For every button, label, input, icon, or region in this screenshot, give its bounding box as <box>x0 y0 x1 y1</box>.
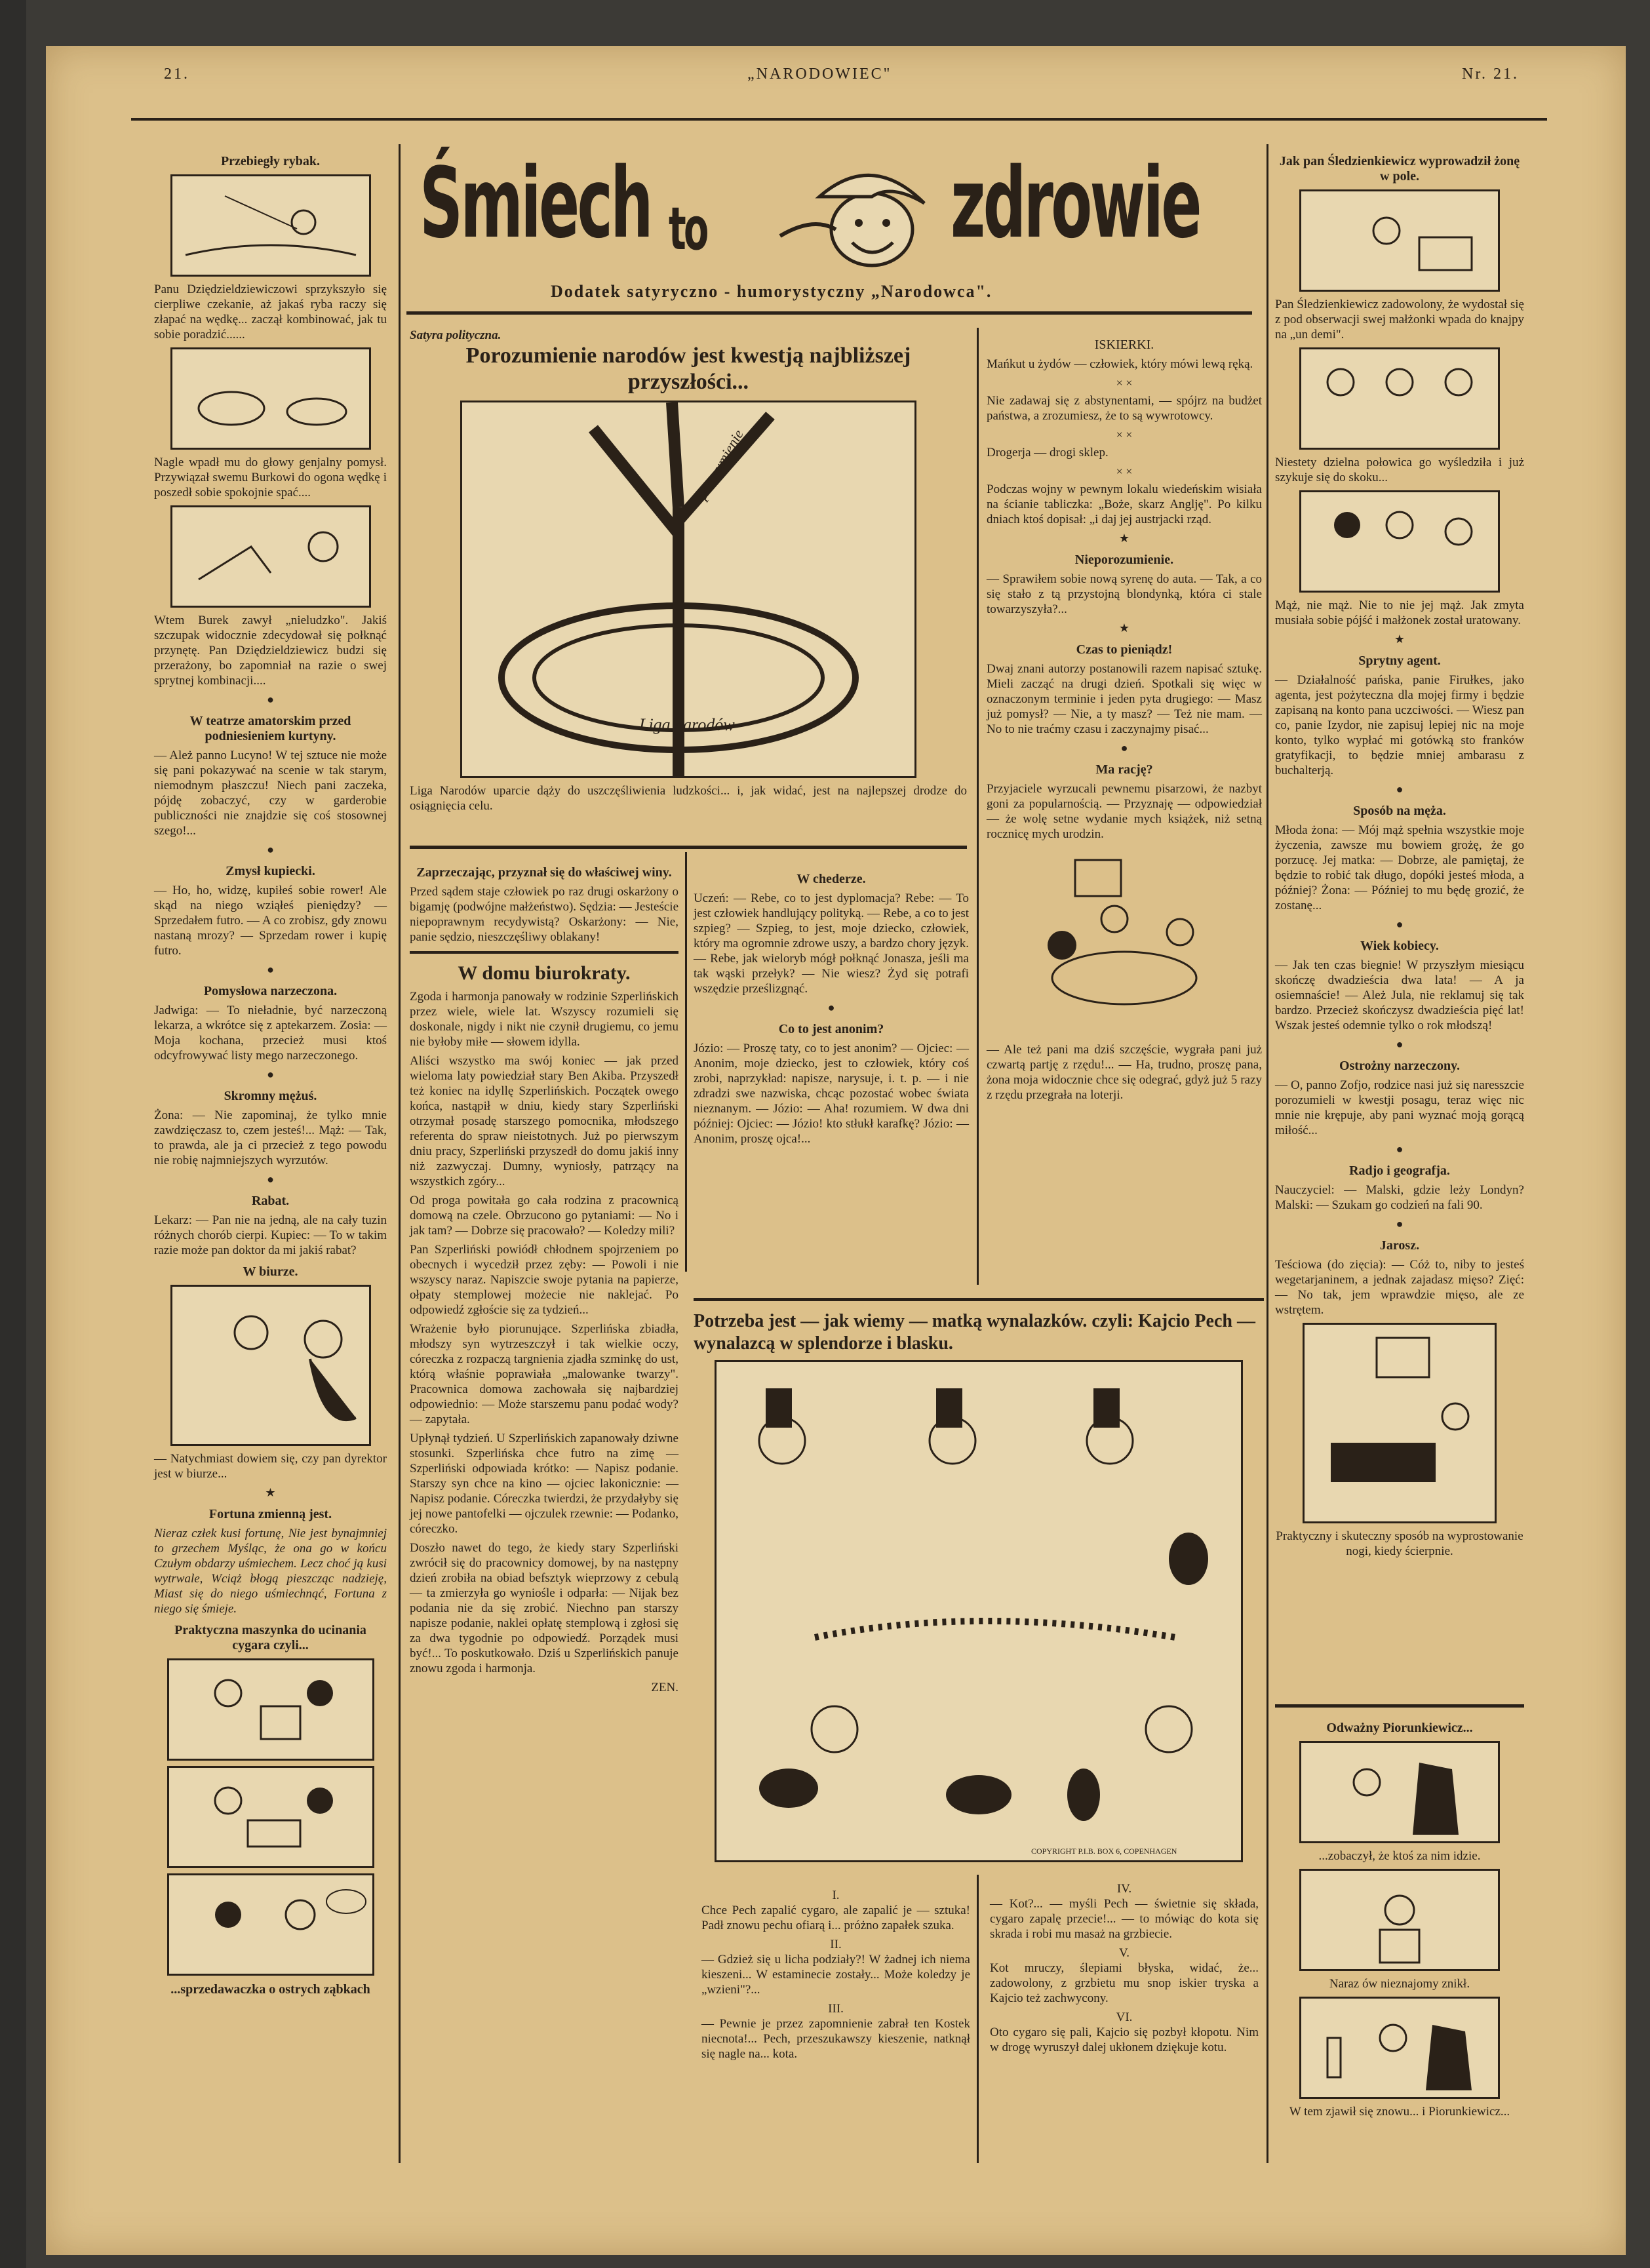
pech-verse-2: — Gdzież się u licha podziały?! W żadnej ich niema kieszeni... W estaminecie zostały... Może koledzy je „wzieni"?... <box>701 1953 970 1997</box>
right-column: Jak pan Śledzienkiewicz wyprowadził żonę w pole. Pan Śledzienkiewicz zadowolony, że wydostał się z pod obserwacji swej małżonki wpada do knajpy na „un demi". Niestety dzielna połowica go wyśledziła i już szykuje się do skoku... Mąż, nie mąż. Nie to nie jej mąż. Jak zmyta musiała sobie pójść i małżonek został uratowany. ★ Sprytny agent. — Działalność pańska, panie Firułkes, jako agenta, jest pożyteczna dla mojej firmy i będzie zapisaną na konto pana uczciwości. — Wiesz pan co, panie Izydor, nie zapisuj lepiej nic na moje konto, tylko wypłać mi gotówką sto franków gratyfikacji, to będzie mniej ambarasu z buchalterją. ● Sposób na męża. Młoda żona: — Mój mąż spełnia wszystkie moje życzenia, zawsze mu bowiem grożę, że go porzucę. Jej matka: — Dobrze, ale pamiętaj, że będzie to robić tak długo, dopóki jesteś młoda, a później? Żona: — Później to mu będę grozić, że zostanę... ● Wiek kobiecy. — Jak ten czas biegnie! W przyszłym miesiącu skończę dwadzieścia dwa lata! — A ja osiemnaście! — Ależ Jula, nie reklamuj się tak bardzo. Przecież skończysz dwadzieścia pięć lat! Wszak jesteś odemnie tylko o rok młodszą! ● Ostrożny narzeczony. — O, panno Zofjo, rodzice nasi już się naresszcie porozumieli w kwestji posagu, teraz więc nic mnie nie krępuje, aby pani wyznać moją gorącą miłość... ● Radjo i geografja. Nauczyciel: — Malski, gdzie leży Londyn? Malski: — Szukam go codzień na fali 90. ● Jarosz. Teściowa (do zięcia): — Cóż to, niby to jesteś wegetarjaninem, a jednak zajadasz mięso? Zięć: — No tak, jem wprawdzie mięso, ale ze wstrętem. Praktyczny i skuteczny sposób na wyprostowanie nogi, kiedy ścierpnie. <box>1275 154 1524 1558</box>
tree-label-porozumienie: porozumienie <box>693 426 747 503</box>
husband-text: Żona: — Nie zapominaj, że tylko mnie zawdzięczasz to, czem jesteś!... Mąż: — Tak, to prawda, ale ja ci przecież z tego powodu nie robię najmniejszych wyrzutów. <box>154 1108 387 1167</box>
bureaucrat-headline: W domu biurokraty. <box>458 962 631 984</box>
masthead-word-smiech: Śmiech <box>420 147 651 260</box>
cigar-caption: ...sprzedawaczka o ostrych ząbkach <box>170 1982 370 1997</box>
cheder-text: Uczeń: — Rebe, co to jest dyplomacja? Rebe: — To jest człowiek handlujący polityką. — Rebe, a co to jest szpieg? — Szpieg, to jest, moje dziecko, człowiek, który ma ogromnie zdrowe uszy, a bardzo chory język. — Rebe, jak wieloryb mógł połknąć Jonasza, jeśli ma tak wąski przełyk? — Nie wiesz? Żyd się potrafi wszędzie prześlizgnąć. <box>694 891 969 996</box>
bureaucrat-text-7: Doszło nawet do tego, że kiedy stary Szperliński zwrócił się do pracownicy domowej, by na następny dzień zrobiła na obiad befsztyk wieprzowy z cebulą — ta zmierzyła go wyniośle i odparła: — Nijak bez podania nie da się zrobić. Niechno pan starszy napisze podanie, naklei opłatę stemplową i zgłosi się za dwa tygodnie po odpowiedź. Porządek musi być!... To poskutkowało. Dziś u Szperlińskich panuje znowu zgoda i harmonja. <box>410 1541 678 1675</box>
right-bottom-rule <box>1275 1704 1524 1708</box>
piorunkiewicz-text-3: W tem zjawił się znowu... i Piorunkiewicz... <box>1289 2105 1510 2119</box>
fisher-title: Przebiegły rybak. <box>220 154 321 168</box>
pech-verses-left: I. Chce Pech zapalić cygaro, ale zapalić je — sztuka! Padł znowu pechu ofiarą i... próżno zapałek szuka. II. — Gdzież się u licha podziały?! W żadnej ich niema kieszeni... W estaminecie zostały... Może koledzy je „wzieni"?... III. — Pewnie je przez zapomnienie zabrał ten Kostek niecnota!... Pech, przeszukawszy kieszenie, natknął się nagle na... kota. <box>701 1888 970 2061</box>
discount-title: Rabat. <box>251 1194 290 1208</box>
masthead-word-zdrowie: zdrowie <box>951 147 1200 260</box>
bureaucrat-text-4: Pan Szperliński powiódł chłodnem spojrzeniem po obecnych i wycedził przez zęby: — Powoli i nie wszyscy naraz. Napiszcie swoje pytania na papierze, ołpaty stemplowej możecie nie naklejać. Po odpowiedź zgłoście się za tydzień... <box>410 1243 678 1317</box>
column-divider <box>685 852 687 1272</box>
cigar-cartoon-2 <box>167 1766 374 1868</box>
cigar-cartoon-1 <box>167 1658 374 1761</box>
leg-caption: Praktyczny i skuteczny sposób na wyprostowanie nogi, kiedy ścierpnie. <box>1276 1529 1523 1558</box>
piorunkiewicz-cartoon-3 <box>1299 1997 1500 2099</box>
league-tree-cartoon <box>460 401 916 778</box>
female-age-title: Wiek kobiecy. <box>1360 939 1439 953</box>
card-players-caption: — Ale też pani ma dziś szczęście, wygrała pani już czwartą partję z rzędu!... — Ha, trudno, proszę pana, żona moja widocznie chce się odegrać, gdyż już 5 razy z rzędu przegrała na loterji. <box>987 1043 1262 1102</box>
masthead <box>406 147 1259 282</box>
theatre-text: — Ależ panno Lucyno! W tej sztuce nie może się pani pokazywać na scenie w tak starym, niemodnym płaszczu! Niech pani zaczeka, pójdę zobaczyć, czy w garderobie publiczności nie znajdzie się coś stosownej szego!... <box>154 749 387 838</box>
sledzienkiewicz-cartoon-1 <box>1299 189 1500 292</box>
office-title: W biurze. <box>243 1264 298 1279</box>
office-text: — Natychmiast dowiem się, czy pan dyrektor jest w biurze... <box>154 1452 387 1481</box>
discount-text: Lekarz: — Pan nie na jedną, ale na cały tuzin różnych chorób cierpi. Kupiec: — To w takim razie może pan doktor da mi jakiś rabat? <box>154 1213 387 1257</box>
piorunkiewicz-title: Odważny Piorunkiewicz... <box>1326 1721 1473 1735</box>
center-left-column <box>410 859 678 1695</box>
sledzienkiewicz-text-3: Mąż, nie mąż. Nie to nie jej mąż. Jak zmyta musiała sobie pójść i małżonek został uratowany. <box>1275 598 1524 627</box>
column-divider <box>1267 144 1268 2163</box>
sledzienkiewicz-cartoon-3 <box>1299 490 1500 593</box>
card-players-cartoon <box>1016 847 1232 1037</box>
husband-method-title: Sposób na męża. <box>1353 804 1446 818</box>
fisher-text-3: Wtem Burek zawył „nieludzko". Jakiś szczupak widocznie zdecydował się połknąć przynętę. Pan Dziędzieldziewicz budzi się przerażony, bo zapomniał na razie o swej sprytnej kombinacji.... <box>154 614 387 688</box>
pech-rule <box>694 1298 1264 1301</box>
bureaucrat-text-5: Wrażenie było piorunujące. Szperlińska zbiadła, młodszy syn wytrzeszczył i tak wielkie oczy, córeczka z rozpaczą targnienia zjadła szminkę do ust, którą właśnie poprawiała „malowanke twarzy". Pracownica domowa zachowała się najbardziej odpowiednio: — Może starszemu panu podać wody? — zapytała. <box>410 1322 678 1426</box>
pech-verses-right: IV. — Kot?... — myśli Pech — świetnie się składa, cygaro zapalę przecie!... — to mówiąc do kota się skrada i robi mu masaż na grzbiecie. V. Kot mruczy, ślepiami błyska, widać, że... zadowolony, z grzbietu mu snop iskier tryska a Kajcio też zachwycony. VI. Oto cygaro się pali, Kajcio się pozbył kłopotu. Nim w drogę wyruszył dalej ukłonem dziękuje kotu. <box>990 1882 1259 2054</box>
bureaucrat-text-2: Aliści wszystko ma swój koniec — jak przed wieloma laty powiedział stary Ben Akiba. Przyszedł też koniec na idyllę Szperlińskich. Początek owego końca, nastąpił w dniu, kiedy stary Szperliński otrzymał posadę starszego pomocnika, młodszego referenta do spraw nieistotnych. Już po pierwszym dniu pracy, Szperliński przyszedł do domu jakiś inny niż zazwyczaj. Dumny, wyniosły, patrzący na wszystkich zgóry... <box>410 1054 678 1188</box>
piorunkiewicz-text-2: Naraz ów nieznajomy znikł. <box>1329 1977 1470 1991</box>
sledzienkiewicz-text-2: Niestety dzielna połowica go wyśledziła i już szykuje się do skoku... <box>1275 456 1524 484</box>
cautious-fiance-title: Ostrożny narzeczony. <box>1339 1059 1461 1073</box>
bureaucrat-text-1: Zgoda i harmonja panowały w rodzinie Szperlińskich przez wiele, wiele lat. Wszyscy rozumieli się doskonale, nigdy i nikt nie czynił drugiemu, co jemu nie byłoby miłe — słowem idylla. <box>410 990 678 1049</box>
pech-headline: Potrzeba jest — jak wiemy — matką wynalazków. czyli: Kajcio Pech — wynalazcą w splendorze i blasku. <box>694 1311 1255 1354</box>
female-age-text: — Jak ten czas biegnie! W przyszłym miesiącu skończę dwadzieścia dwa lata! — A ja osiemnaście! — Ależ Jula, nie reklamuj się tak bardzo. Przecież skończysz dwadzieścia pięć lat! Wszak jesteś odemnie tylko o rok młodszą! <box>1275 958 1524 1032</box>
fisher-cartoon-2 <box>170 347 371 450</box>
satire-rule <box>410 846 967 849</box>
bureaucrat-text-3: Od proga powitała go cała rodzina z pracownicą domową na czele. Obrzucono go pytaniami: — No i jak tam? — Dobrze się pracowało? — Koledzy mili? <box>410 1194 678 1238</box>
fisher-cartoon-3 <box>170 505 371 608</box>
bureaucrat-signature: ZEN. <box>651 1681 678 1694</box>
husband-method-text: Młoda żona: — Mój mąż spełnia wszystkie moje życzenia, zawsze mu bowiem grożę, że go porzucę. Jej matka: — Dobrze, ale pamiętaj, że będzie to robić tak długo, dopóki jesteś młoda, a później? Żona: — Później to mu będę grozić, że zostanę... <box>1275 823 1524 912</box>
sledzienkiewicz-text-1: Pan Śledzienkiewicz zadowolony, że wydostał się z pod obserwacji swej małżonki wpada do knajpy na „un demi". <box>1275 298 1524 342</box>
misunderstanding-text: — Sprawiłem sobie nową syrenę do auta. — Tak, a co się stało z tą przystojną blondynką, która ci stale towarzyszyła?... <box>987 572 1262 616</box>
pech-verse-3: — Pewnie je przez zapomnienie zabrał ten Kostek niecnota!... Pech, przeszukawszy kieszenie, natknął się nagle na... kota. <box>701 2017 970 2061</box>
radio-title: Radjo i geografja. <box>1349 1163 1450 1178</box>
cheder-title: W chederze. <box>796 872 866 886</box>
sparks-title: ISKIERKI. <box>1094 338 1154 352</box>
satire-headline: Porozumienie narodów jest kwestją najbliższej przyszłości... <box>465 343 911 394</box>
right-bottom-column <box>1275 1714 1524 2123</box>
bureaucrat-text-6: Upłynął tydzień. U Szperlińskich zapanowały dziwne stosunki. Szperlińska chce futro na zimę — Szperliński odpowiada krótko: — Napisz podanie. Starszy syn chce na kino — ojciec lakonicznie: — Napisz podanie. Córeczka twierdzi, że przydałyby się jej nowe pantofelki — ojczulek rzewnie: — Podanko, córeczko. <box>410 1432 678 1536</box>
ruler-strip <box>0 0 26 2268</box>
satire-label: Satyra polityczna. <box>410 328 501 342</box>
tree-label-liga: Liga narodów <box>639 715 735 734</box>
pech-verse-1: Chce Pech zapalić cygaro, ale zapalić je — sztuka! Padł znowu pechu ofiarą i... próżno zapałek szuka. <box>701 1904 970 1932</box>
fiancee-text: Jadwiga: — To nieładnie, być narzeczoną lekarza, a wkrótce się z aptekarzem. Zosia: — Moja kochana, przecież musi ktoś odcyfrowywać listy mego narzeczonego. <box>154 1004 387 1063</box>
bureaucrat-rule <box>410 951 678 954</box>
pech-comic-strip <box>715 1360 1243 1862</box>
right-title: Ma rację? <box>1095 762 1153 777</box>
column-divider <box>977 328 979 1285</box>
sparks-text-4: Podczas wojny w pewnym lokalu wiedeńskim wisiała na ścianie tabliczka: „Boże, skarz Anglję". Po kilku dniach ktoś dopisał: „i daj jej austrjacki rząd. <box>987 482 1262 526</box>
right-text: Przyjaciele wyrzucali pewnemu pisarzowi, że nazbyt goni za popularnością. — Przyznaję — odpowiedział — że wolę setne wydanie mych książek, niż setną rocznicę mych urodzin. <box>987 782 1262 841</box>
theatre-title: W teatrze amatorskim przed podniesieniem kurtyny. <box>189 714 351 743</box>
sparks-text-3: Drogerja — drogi sklep. <box>987 446 1109 459</box>
paper-title: „NARODOWIEC" <box>747 66 892 83</box>
masthead-rule <box>406 311 1252 315</box>
page-number-right: Nr. 21. <box>1462 66 1519 83</box>
center-middle-column: W chederze. Uczeń: — Rebe, co to jest dyplomacja? Rebe: — To jest człowiek handlujący polityką. — Rebe, a co to jest szpieg? — Szpieg, to jest, moje dziecko, człowiek, który ma ogromnie zdrowe uszy, a bardzo chory język. — Rebe, jak wieloryb mógł połknąć Jonasza, jeśli ma tak wąski przełyk? — Nie wiesz? Żyd się potrafi wszędzie prześlizgnąć. ● Co to jest anonim? Józio: — Proszę taty, co to jest anonim? — Ojciec: — Anonim, moje dziecko, jest to człowiek, który coś zrobi, naprzykład: napisze, narysuje, i. t. p. — i nie zdradzi swe nazwiska, chcąc pozostać wobec świata nieznanym. — Józio: — Aha! rozumiem. W dwa dni później: Ojciec: — Józio! kto stłukł karafkę? Józio: — Anonim, proszę ojca!... <box>694 872 969 1146</box>
sparks-text-2: Nie zadawaj się z abstynentami, — spójrz na budżet państwa, a zrozumiesz, że to są wywrotowcy. <box>987 394 1262 423</box>
page-number-left: 21. <box>164 66 189 83</box>
agent-text: — Działalność pańska, panie Firułkes, jako agenta, jest pożyteczna dla mojej firmy i będzie zapisaną na konto pana uczciwości. — Wiesz pan co, panie Izydor, nie zapisuj lepiej nic na moje konto, tylko wypłać mi gotówką sto franków gratyfikacji, to będzie mniej ambarasu z buchalterją. <box>1275 673 1524 777</box>
fisher-text-1: Panu Dziędzieldziewiczowi sprzykszyło się cierpliwe czekanie, aż jakaś ryba raczy się złapać na wędkę... zaczął kombinować, jak tu sobie poradzić...... <box>154 283 387 342</box>
masthead-word-to: to <box>669 195 707 264</box>
leg-cartoon <box>1303 1323 1497 1523</box>
vegetarian-title: Jarosz. <box>1379 1238 1420 1253</box>
center-right-column: ISKIERKI. Mańkut u żydów — człowiek, który mówi lewą ręką. × × Nie zadawaj się z abstynentami, — spójrz na budżet państwa, a zrozumiesz, że to są wywrotowcy. × × Drogerja — drogi sklep. × × Podczas wojny w pewnym lokalu wiedeńskim wisiała na ścianie tabliczka: „Boże, skarz Anglję". Po kilku dniach ktoś dopisał: „i daj jej austrjacki rząd. ★ Nieporozumienie. — Sprawiłem sobie nową syrenę do auta. — Tak, a co się stało z tą przystojną blondynką, która ci stale towarzyszyła?... ★ Czas to pieniądz! Dwaj znani autorzy postanowili razem napisać sztukę. Mieli zacząć na drugi dzień. Spotkali się więc w oznaczonym terminie i jeden pyta drugiego: — Masz już pomysł? — Nie, a ty masz? — Też nie mam. — No to nie traćmy czasu i zaczynajmy pisać... ● Ma rację? Przyjaciele wyrzucali pewnemu pisarzowi, że nazbyt goni za popularnością. — Przyznaję — odpowiedział — że wolę setne wydanie mych książek, niż setną rocznicę mych urodzin. — Ale też pani ma dziś szczęście, wygrała pani już czwartą partję z rzędu!... — Ha, trudno, proszę pana, żona moja widocznie chce się odegrać, gdyż już 5 razy z rzędu przegrała na loterji. <box>987 338 1262 1102</box>
pech-section <box>694 1308 1264 1867</box>
left-column: Przebiegły rybak. Panu Dziędzieldziewiczowi sprzykszyło się cierpliwe czekanie, aż jakaś ryba raczy się złapać na wędkę... zaczął kombinować, jak tu sobie poradzić...... Nagle wpadł mu do głowy genjalny pomysł. Przywiązał swemu Burkowi do ogona wędkę i poszedł sobie spokojnie spać.... Wtem Burek zawył „nieludzko". Jakiś szczupak widocznie zdecydował się połknąć przynętę. Pan Dziędzieldziewicz budzi się przerażony, bo zapomniał na razie o swej sprytnej kombinacji.... ● W teatrze amatorskim przed podniesieniem kurtyny. — Ależ panno Lucyno! W tej sztuce nie może się pani pokazywać na scenie w tak starym, niemodnym płaszczu! Niech pani zaczeka, pójdę zobaczyć, czy w garderobie publiczności nie znajdzie się coś stosownej szego!... ● Zmysł kupiecki. — Ho, ho, widzę, kupiłeś sobie rower! Ale skąd na niego wziąłeś pieniędzy? — Sprzedałem futro. — A co zrobisz, gdy znowu nastaną mrozy? — Sprzedam rower i kupię futro. ● Pomysłowa narzeczona. Jadwiga: — To nieładnie, być narzeczoną lekarza, a wkrótce się z aptekarzem. Zosia: — Moja kochana, przecież musi ktoś odcyfrowywać listy mego narzeczonego. ● Skromny mężuś. Żona: — Nie zapominaj, że tylko mnie zawdzięczasz to, czem jesteś!... Mąż: — Tak, to prawda, ale ja ci przecież z tego powodu nie robię najmniejszych wyrzutów. ● Rabat. Lekarz: — Pan nie na jedną, ale na cały tuzin różnych chorób cierpi. Kupiec: — To w takim razie może pan doktor da mi jakiś rabat? W biurze. — Natychmiast dowiem się, czy pan dyrektor jest w biurze... ★ Fortuna zmienną jest. Nieraz człek kusi fortunę, Nie jest bynajmniej to grzechem Myśląc, że ona go w końcu Czułym obdarzy uśmiechem. Lecz choć ją kusi wytrwale, Wciąż błogą pieszcząc nadzieję, Miast się do niego uśmiechnąć, Fortuna z niego się śmieje. Praktyczna maszynka do ucinania cygara czyli... ...sprzedawaczka o ostrych ząbkach <box>154 154 387 1997</box>
sledzienkiewicz-title: Jak pan Śledzienkiewicz wyprowadził żonę w pole. <box>1279 154 1520 184</box>
pech-verse-4: — Kot?... — myśli Pech — świetnie się składa, cygaro zapalę przecie!... — to mówiąc do kota się skrada i robi mu masaż na grzbiecie. <box>990 1897 1259 1941</box>
fortune-poem: Nieraz człek kusi fortunę, Nie jest bynajmniej to grzechem Myśląc, że ona go w końcu Czułym obdarzy uśmiechem. Lecz choć ją kusi wytrwale, Wciąż błogą pieszcząc nadzieję, Miast się do niego uśmiechnąć, Fortuna z niego się śmieje. <box>154 1527 387 1616</box>
satire-section <box>410 328 967 817</box>
pech-verse-5: Kot mruczy, ślepiami błyska, widać, że... zadowolony, z grzbietu mu snop iskier tryska a Kajcio też zachwycony. <box>990 1961 1259 2005</box>
fiancee-title: Pomysłowa narzeczona. <box>203 984 338 998</box>
merchant-title: Zmysł kupiecki. <box>226 864 315 878</box>
pech-copyright: COPYRIGHT P.I.B. BOX 6, COPENHAGEN <box>1031 1847 1177 1856</box>
cautious-fiance-text: — O, panno Zofjo, rodzice nasi już się naresszcie porozumieli w kwestji posagu, teraz więc nic mnie nie krępuje, aby pani wyznać moją gorącą miłość... <box>1275 1078 1524 1137</box>
cigar-machine-title: Praktyczna maszynka do ucinania cygara czyli... <box>174 1623 366 1652</box>
time-money-title: Czas to pieniądz! <box>1076 642 1173 657</box>
bigamy-title: Zaprzeczając, przyznał się do właściwej winy. <box>416 865 672 880</box>
pech-verse-6: Oto cygaro się pali, Kajcio się pozbył kłopotu. Nim w drogę wyruszył dalej ukłonem dziękuje kotu. <box>990 2025 1259 2054</box>
bigamy-text: Przed sądem staje człowiek po raz drugi oskarżony o bigamję (podwójne małżeństwo). Sędzia: — Jesteście niepoprawnym recydywistą? Oskarżony: — Nie, panie sędzio, nieszczęśliwy oblakany! <box>410 885 678 944</box>
masthead-face-icon <box>774 157 944 275</box>
piorunkiewicz-cartoon-2 <box>1299 1869 1500 1971</box>
merchant-text: — Ho, ho, widzę, kupiłeś sobie rower! Ale skąd na niego wziąłeś pieniędzy? — Sprzedałem futro. — A co zrobisz, gdy znowu nastaną mrozy? — Sprzedam rower i kupię futro. <box>154 884 387 958</box>
husband-title: Skromny mężuś. <box>224 1089 317 1103</box>
agent-title: Sprytny agent. <box>1358 654 1441 668</box>
sparks-text-1: Mańkut u żydów — człowiek, który mówi lewą ręką. <box>987 357 1253 371</box>
sledzienkiewicz-cartoon-2 <box>1299 347 1500 450</box>
fortune-title: Fortuna zmienną jest. <box>208 1507 332 1521</box>
masthead-subtitle: Dodatek satyryczno - humorystyczny „Narodowca". <box>551 282 992 301</box>
anonymous-text: Józio: — Proszę taty, co to jest anonim? — Ojciec: — Anonim, moje dziecko, jest to człowiek, który coś zrobi, naprzykład: napisze, narysuje, i. t. p. — i nie zdradzi swe nazwiska, chcąc pozostać wobec świata nieznanym. — Józio: — Aha! rozumiem. W dwa dni później: Ojciec: — Józio! kto stłukł karafkę? Józio: — Anonim, proszę ojca!... <box>694 1042 969 1146</box>
radio-text: Nauczyciel: — Malski, gdzie leży Londyn? Malski: — Szukam go codzień na fali 90. <box>1275 1183 1524 1212</box>
piorunkiewicz-cartoon-1 <box>1299 1741 1500 1843</box>
column-divider <box>977 1875 979 2163</box>
time-money-text: Dwaj znani autorzy postanowili razem napisać sztukę. Mieli zacząć na drugi dzień. Spotkali się więc w oznaczonym terminie i jeden pyta drugiego: — Masz już pomysł? — Nie, a ty masz? — Też nie mam. — No to nie traćmy czasu i zaczynajmy pisać... <box>987 662 1262 736</box>
cigar-cartoon-3 <box>167 1873 374 1976</box>
vegetarian-text: Teściowa (do zięcia): — Cóż to, niby to jesteś wegetarjaninem, a jednak zajadasz mięso? Zięć: — No tak, jem wprawdzie mięso, ale ze wstrętem. <box>1275 1258 1524 1317</box>
fisher-cartoon-1 <box>170 174 371 277</box>
column-divider <box>399 144 401 2163</box>
misunderstanding-title: Nieporozumienie. <box>1074 553 1174 567</box>
satire-caption: Liga Narodów uparcie dąży do uszczęśliwienia ludzkości... i, jak widać, jest na najlepszej drodze do osiągnięcia celu. <box>410 784 967 813</box>
anonymous-title: Co to jest anonim? <box>778 1022 884 1036</box>
fisher-text-2: Nagle wpadł mu do głowy genjalny pomysł. Przywiązał swemu Burkowi do ogona wędkę i poszedł sobie spokojnie spać.... <box>154 456 387 499</box>
office-cartoon <box>170 1285 371 1446</box>
piorunkiewicz-text-1: ...zobaczył, że ktoś za nim idzie. <box>1318 1849 1481 1863</box>
header-rule <box>131 118 1547 121</box>
